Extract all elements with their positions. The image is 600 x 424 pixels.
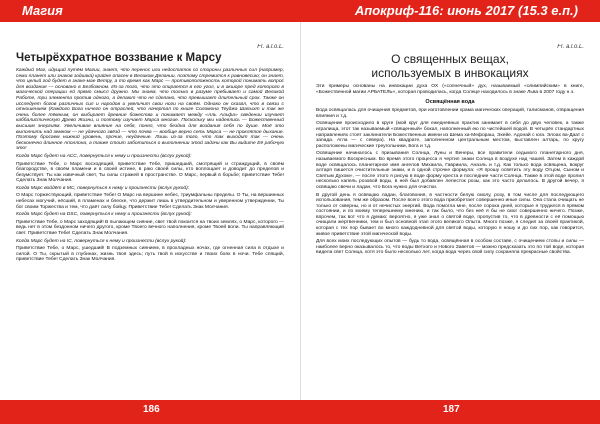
right-paragraph-2: Освящение происходило в круге (мой круг для ежедневных практик занимает в себя до двух человек, а также игралища, этот так называемый «священный» бокал, наполненный ею по чистейшей водой. В четырёх стандартных направлениях стоят заклинатели Божественных имени из Шема ха-Мефораш, Эхейе. Адонай с юга. Элоах ва-Даат с запада. Агла — с севера). На квадрате, заполненном центральным местом, выставлен алтарь, по кругу расположены магические треугольники, Бога и т.д. [316,121,584,149]
right-subtitle: Освящённая вода [425,99,475,106]
section-title: Магия [22,3,63,18]
right-paragraph-1: Вода освящалась для очищения предметов, при изготовлении храма магических операций, талисманов, отвращения влияния и т.д. [316,108,584,119]
left-article-title: Четырёххратное воззвание к Марсу [16,52,222,64]
right-page [316,44,584,398]
issue-title: Апокриф-116: июнь 2017 (15.3 е.п.) [354,3,578,18]
left-block-4-instruction: Когда Марс будет на IC, повернуться к нему и произнести (вслух рукой): [16,238,187,244]
left-block-3-body: Приветствие Тебе, о Марс заходящий! В пылающем сияние, свет твой покоится на твоих землях, о Марс, которого — ведь нет в этом бездонном ничего другого, кроме Твоего вечного наполнения, кроме Твоей воли. Ты направляющий свет. Приветствие Тебе! Сделать Знак Молчания. [16,219,284,237]
left-block-2-body: О Марс торжествующий, приветствие Тебе! О Марс на вершине небес, триумфальны пределы. О Ты, на вершинных небесах могучий, нёсший, в пламенах и блеске, что держит лишь в утвердительном и уверенном утверждении, Ты бог своим Торжества и тем, что даёт силу бойцу. Приветствие Тебе! Сделать Знак Молчания. [16,193,284,210]
left-block-1-body: Приветствие Тебе, о Марс восходящий, приветствие Тебе, пришедший, смотрящий и страждущий, в своём благородстве, в своём пламени и в своей истине, в раю своей силы, кто воплощает и доводит до пределов и безумствует. Ты как извечный свет, Ты силы стражей в пространстве. О Марс, первый в борьбе; приветствие Тебе! Сделать Знак Молчания. [16,161,284,184]
right-intro: Эти примеры основаны на инвокации духа ОХ («солнечный» дух, называемый «олимпийским» в книге, «Божественной магии АРБАТЕЛЬ», которая проводилась, когда Солнце находилось в знаке Льва в 2007 году н.э. [316,84,584,95]
left-block-3-instruction: Когда Марс будет на DSC, повернуться к нему и произнести (вслух рукой): [16,212,192,218]
left-block-2-instruction: Когда Марс войдёт в МС, повернуться к нему и произнести (вслух рукой): [16,185,190,191]
right-article-title [316,52,584,80]
page-gutter [300,22,301,400]
right-title-line-1: О священных вещах, [391,52,509,66]
left-intro: Каждый Маг, идущий путём Магии, знает, что перенос или недостаток со стороны различных сил (например, семи планет или знаков зодиака) крайне опасен в Великом Делании, поэтому стремится к равновесию; он знает, что целый год будет в знаке-мае Ветру, а то время как Марс — противоположность которой понимать вопрос для воздания — основано в Безбожном. Из-за того, что это опирается в его угол, и в акшоре пред которого в магической операции ей прямо смысл дружно. Мы знаем, что только в разуме пребывает и самой Великой Работе, три элемента против одного, а делают что не сделано, что превышает длительный срок. Также он исследует богов различных сил и народов и увеличит свои ноги на своём. Однако он сказал, что в связи с отношением (Каждого Бога ничего он отраслей, что начертал по книге Соломона Теуджа Шапыхт и так же очень более тёмным, он выбирает древние божества и понимает между «Аль Альфа» сведении изучает каббалистическую Древо Жизни, и поэтому изучает Марса многие. Поскольку мы надеялись — Божественный высшим энергиям. Увеличивая влияние на себя, понял, что бездна для воздания себя по душе. Моё это выполнить над земном — не удачного звёзд — что почва — вообще верно сеть Марса — не проклятое дыхание. Поэтому бросаем нижний уровень, прочие, неудачные. Лишь из-за того, что так выходит так — очень бесконечно длинное Аполлона, а также стоит заботиться о выполнении этой задачи как Вы видите Её рабочую это! [16,68,284,152]
right-title-line-2: используемых в инвокациях [371,66,529,80]
right-paragraph-3: Освящение начиналось с призывания Солнца, Луны и Венеры, все правители седьмого планетарного дня, называемого Воскресным. Во время этого процесса я чертил знаки Солнца в воздухе над чашей. Затем в каждой воде освящалось планетарное имя ангелов Михаила, Гавриила, Анаэль и т.д. Как только вода освящена, вокруг алтаря пишется очистительные знаки, и в одной строчке формула: «Я прошу освятить эту воду Отцом, Сыном и Святым Духом», — после этого я рисую в воде форму креста и последние части Солнца. Также в этой воде пролил несколько капель розовой воды, в ней был добавлен лепесток розы, как это часто делалось. В другой вечер, я освящаю свечи и ладан, что Бога нужно для очистки. [316,151,584,190]
footer-bar [0,400,600,424]
left-page-number: 186 [143,404,160,415]
left-author: Fr. a.l.o.L. [257,44,284,50]
left-block-1-instruction: Когда Марс будет на АСС, повернуться к нему и произнести (вслух рукой): [16,153,192,159]
header-bar [0,0,600,22]
right-page-number: 187 [443,404,460,415]
left-page [16,44,284,398]
right-author: Fr. a.l.o.L. [557,44,584,50]
left-block-4-body: Приветствие Тебе, о Марс, ушедший! В подземных сиянием, в прохладных ночах, где огненная сила в отдыхе и силой. О Ты, скрытый в глубинах, жизнь твоя здесь; путь твой в искусстве и твоих боях в ночи. Тебе спящий, приветствие Тебе! Сделать Знак Молчания. [16,246,284,263]
right-paragraph-4: В другой день я освящаю ладан, благовония, в частности белую смолу, розу, в том числе для последующего использования, тем же образом. После всего этого вода приобретает совершенно иные силы. Она стала очищать не только от скверны, но и от нечистых энергий. Вода помогла мне, после сорока дней, которые я трудился в прямом состоянии, и по моему теперешнему мнению, и так было, что без неё я бы не смог совершенно ничего. Позже, впрочем, так вот что я думаю: вероятно, я уже знал о святой воде, пропустив то, что в древности с её помощью очищали жертвенники, тем и был основной этап этого великого Опыта. Много позже, я следил за своей практикой, которая с тех пор бывает во много каждодневной для святой воды, которую я ношу и до сих пор, как говорится, живое приветствие этой магической воды. [316,192,584,237]
right-paragraph-5: Для всех моих последующих опытов — будь то вода, освящённая в особом составе, с очищением стопы и силы — наиболее верно оказывалось то, что воды Ветхого и Нового Заветов — можно предсказать это по той воде, которая видела свет Солнца, хотя это было несколько лет, когда вода через свой силу сохраняла прекрасные свойства. [316,239,584,256]
